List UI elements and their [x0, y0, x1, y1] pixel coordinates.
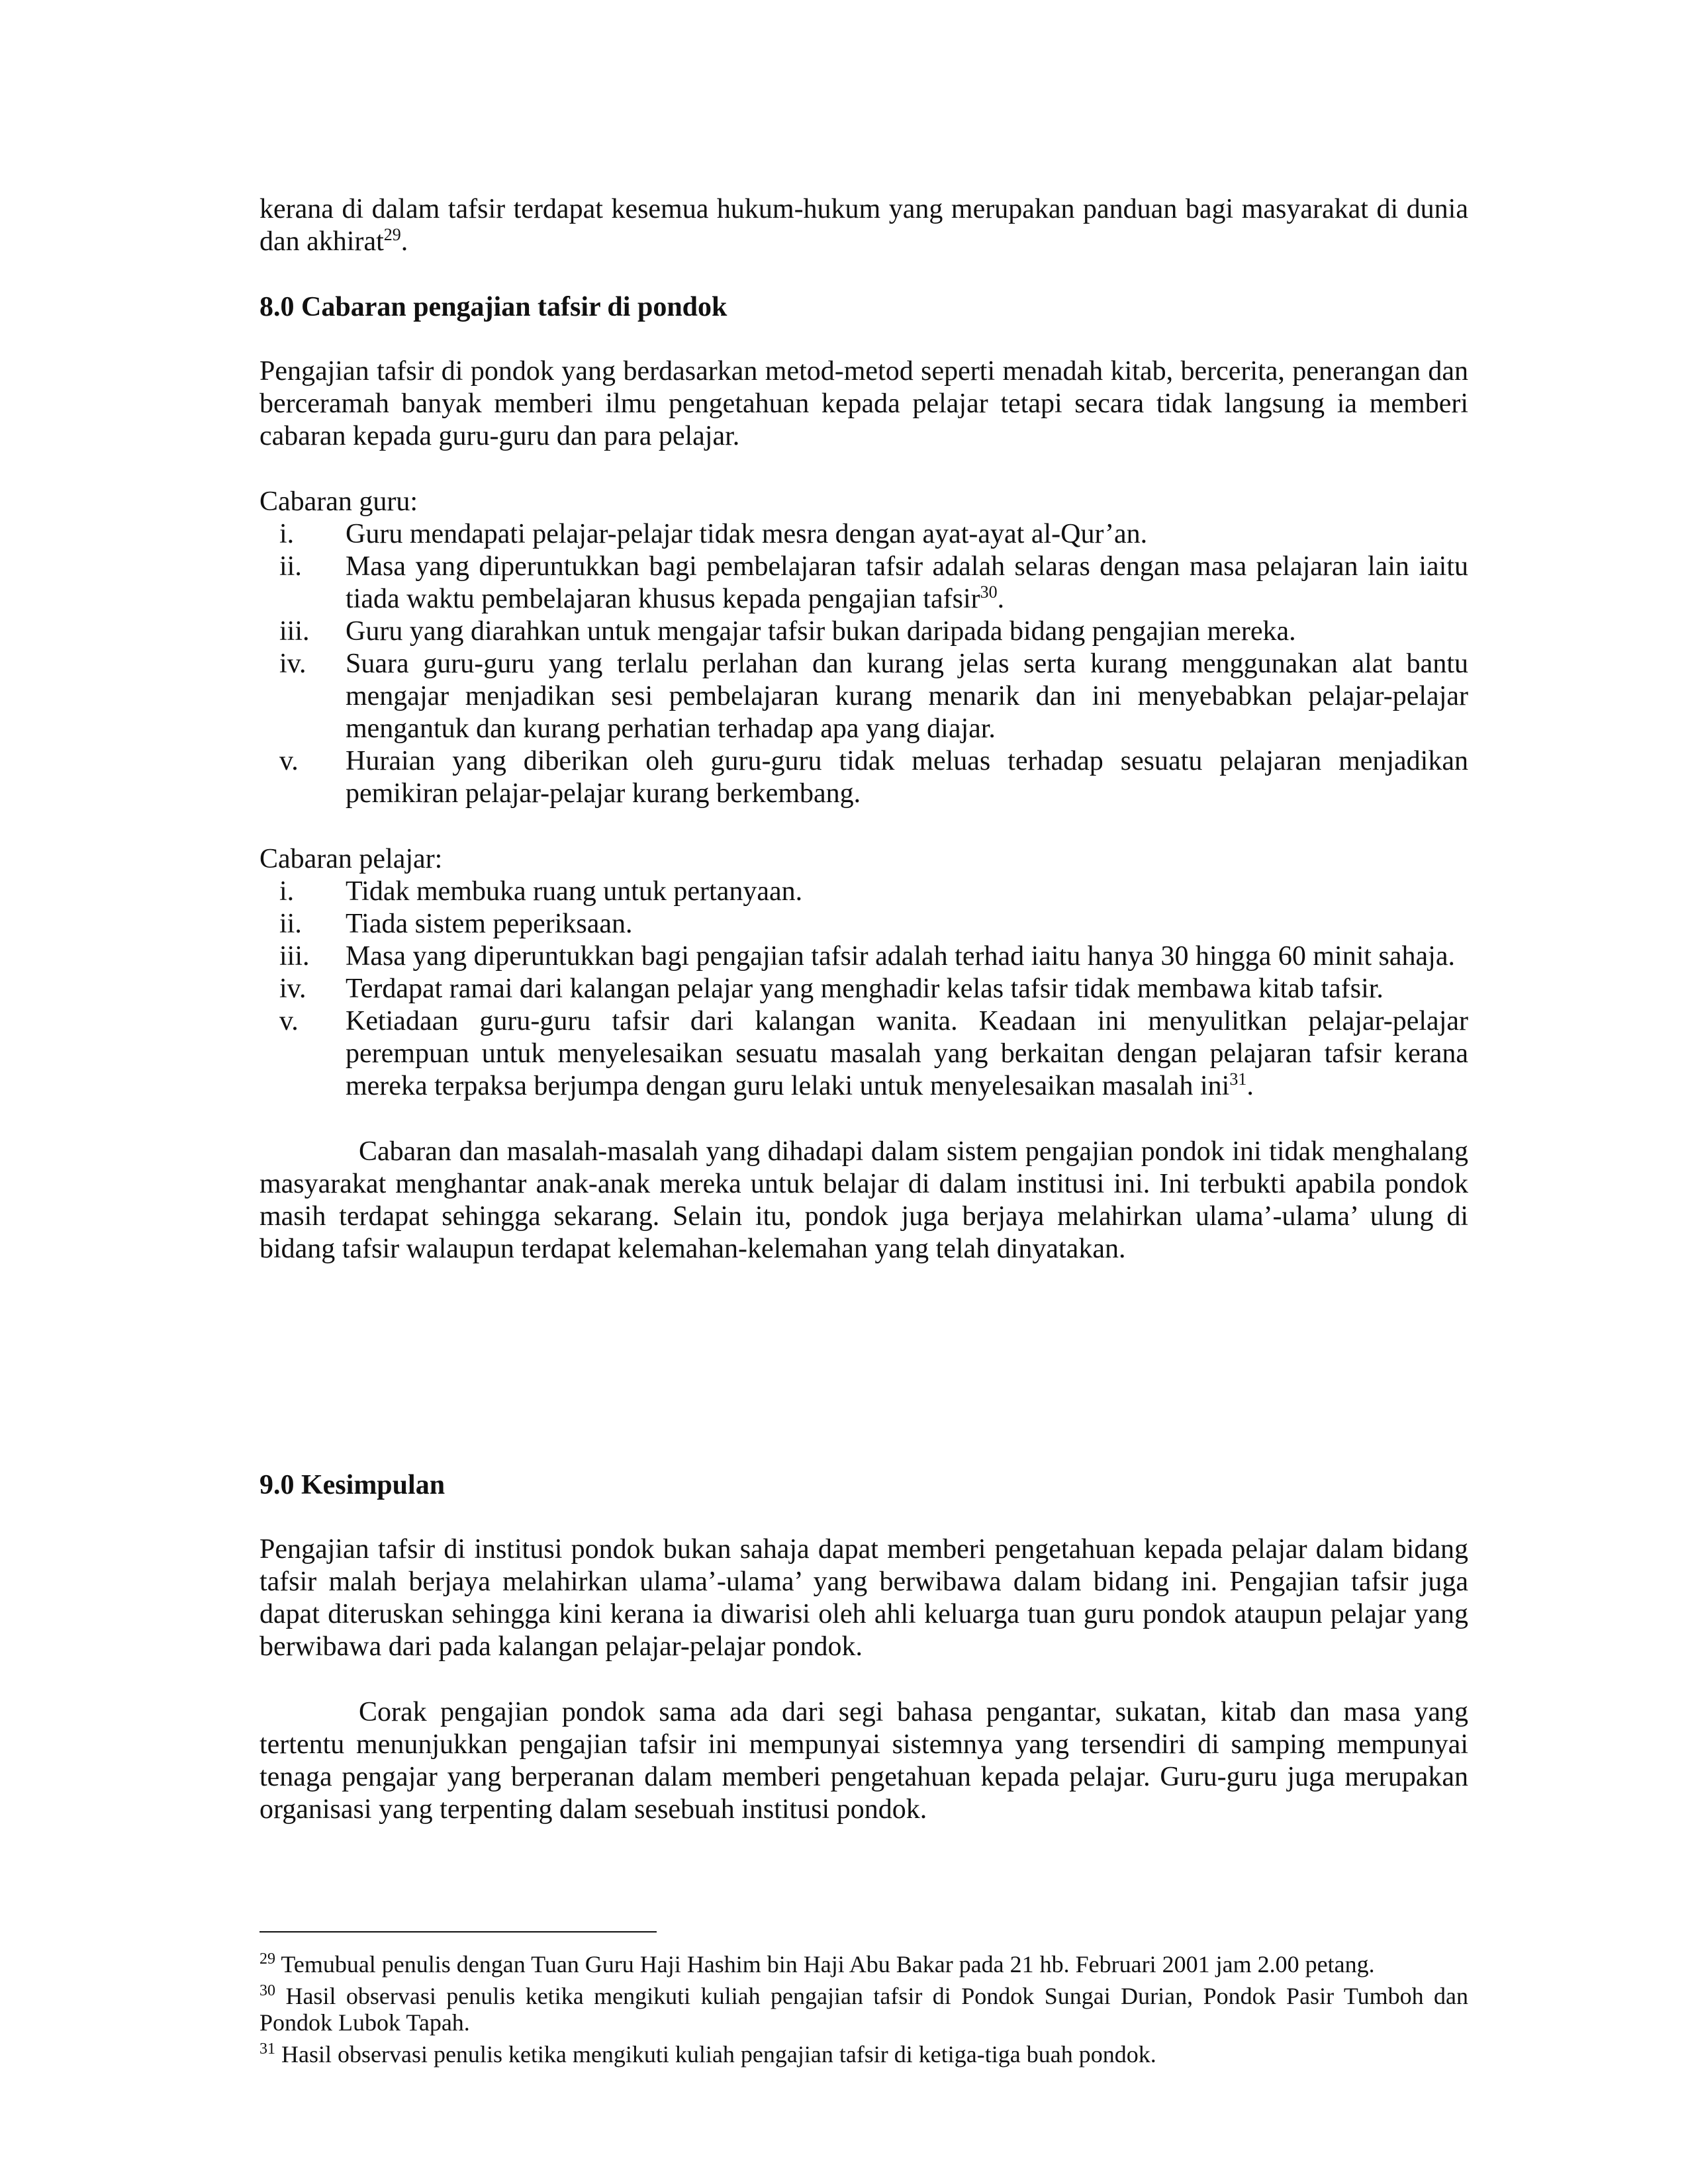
section-paragraph: Pengajian tafsir di pondok yang berdasarkan metod-metod seperti menadah kitab, bercerita, penerangan dan berceramah banyak memberi ilmu pengetahuan kepada pelajar tetapi secara tidak langsung ia memberi cabaran kepada guru-guru dan para pelajar. [259, 356, 1468, 451]
footnote [259, 2041, 1468, 2068]
footnote-number: 29 [259, 1950, 275, 1968]
footnote-text: Hasil observasi penulis ketika mengikuti kuliah pengajian tafsir di ketiga-tiga buah pondok. [281, 2041, 1156, 2068]
item-text [346, 973, 1468, 1005]
item-number: v. [279, 746, 299, 776]
item-number: iv. [279, 649, 306, 679]
section-8 [259, 291, 1468, 1265]
list-item [259, 745, 1468, 810]
list-item [259, 876, 1468, 908]
footnote [259, 1983, 1468, 2036]
item-text: Ketiadaan guru-guru tafsir dari kalangan wanita. Keadaan ini menyulitkan pelajar-pelajar perempuan untuk menyelesaikan sesuatu masalah yang berkaitan dengan pelajaran tafsir kerana mereka terpaksa berjumpa dengan guru lelaki untuk menyelesaikan masalah ini$^{31}$. [346, 1006, 1468, 1101]
item-number: ii. [279, 909, 302, 939]
footnote-ref: 29 [383, 225, 401, 244]
list-item [259, 551, 1468, 615]
item-text-body: Tiada sistem peperiksaan. [346, 909, 633, 939]
closing-paragraph: Cabaran dan masalah-masalah yang dihadapi dalam sistem pengajian pondok ini tidak menghalang masyarakat menghantar anak-anak mereka untuk belajar di dalam institusi ini. Ini terbukti apabila pondok masih terdapat sehingga sekarang. Selain itu, pondok juga berjaya melahirkan ulama’-ulama’ ulung di bidang tafsir walaupun terdapat kelemahan-kelemahan yang telah dinyatakan. [259, 1136, 1468, 1264]
intro-paragraph [259, 193, 1468, 258]
intro-text: kerana di dalam tafsir terdapat kesemua hukum-hukum yang merupakan panduan bagi masyarakat di dunia dan akhirat [259, 194, 1468, 257]
item-number: iii. [279, 941, 310, 972]
item-text-body: Guru yang diarahkan untuk mengajar tafsir bukan daripada bidang pengajian mereka. [346, 616, 1296, 647]
section-9 [259, 1469, 1468, 1826]
footnote-number: 30 [259, 1982, 275, 1999]
list-item [259, 973, 1468, 1005]
item-number: ii. [279, 551, 302, 582]
item-text-body: Masa yang diperuntukkan bagi pembelajaran tafsir adalah selaras dengan masa pelajaran lain iaitu tiada waktu pembelajaran khusus kepada pengajian tafsir [346, 551, 1468, 614]
list-item [259, 1005, 1468, 1103]
footnote-ref: 31 [1229, 1069, 1247, 1089]
item-text [346, 908, 1468, 940]
item-text-body: Terdapat ramai dari kalangan pelajar yang menghadir kelas tafsir tidak membawa kitab tafsir. [346, 974, 1383, 1004]
item-number: iii. [279, 616, 310, 647]
intro-end: . [400, 226, 408, 257]
footnote-number: 31 [259, 2040, 275, 2058]
item-number: i. [279, 519, 295, 549]
footnote-text: Temubual penulis dengan Tuan Guru Haji Hashim bin Haji Abu Bakar pada 21 hb. Februari 2001 jam 2.00 petang. [281, 1951, 1375, 1978]
section-heading: 8.0 Cabaran pengajian tafsir di pondok [259, 292, 727, 322]
footnote [259, 1951, 1468, 1978]
conclusion-paragraph-1: Pengajian tafsir di institusi pondok bukan sahaja dapat memberi pengetahuan kepada pelajar dalam bidang tafsir malah berjaya melahirkan ulama’-ulama’ yang berwibawa dalam bidang ini. Pengajian tafsir juga dapat diteruskan sehingga kini kerana ia diwarisi oleh ahli keluarga tuan guru pondok ataupun pelajar yang berwibawa dari pada kalangan pelajar-pelajar pondok. [259, 1534, 1468, 1662]
item-number: i. [279, 876, 295, 907]
item-text [346, 745, 1468, 810]
item-text-body: Huraian yang diberikan oleh guru-guru tidak meluas terhadap sesuatu pelajaran menjadikan pemikiran pelajar-pelajar kurang berkembang. [346, 746, 1468, 809]
item-text [346, 518, 1468, 551]
list-item [259, 940, 1468, 973]
item-text-body: Suara guru-guru yang terlalu perlahan dan kurang jelas serta kurang menggunakan alat bantu mengajar menjadikan sesi pembelajaran kurang menarik dan ini menyebabkan pelajar-pelajar mengantuk dan kurang perhatian terhadap apa yang diajar. [346, 649, 1468, 744]
footnotes [259, 1951, 1468, 2073]
item-text [346, 648, 1468, 745]
footnote-text: Hasil observasi penulis ketika mengikuti kuliah pengajian tafsir di Pondok Sungai Durian, Pondok Pasir Tumboh dan Pondok Lubok Tapah. [259, 1983, 1469, 2036]
item-text [346, 940, 1468, 973]
student-challenges-list [259, 876, 1468, 1103]
item-text: Masa yang diperuntukkan bagi pembelajaran tafsir adalah selaras dengan masa pelajaran lain iaitu tiada waktu pembelajaran khusus kepada pengajian tafsir$^{30}$. [346, 551, 1468, 614]
list-item [259, 518, 1468, 551]
item-number: v. [279, 1006, 299, 1036]
item-text-body: Guru mendapati pelajar-pelajar tidak mesra dengan ayat-ayat al-Qur’an. [346, 519, 1148, 549]
footnote-divider [259, 1931, 657, 1933]
section-heading: 9.0 Kesimpulan [259, 1470, 445, 1500]
item-number: iv. [279, 974, 306, 1004]
item-text-body: Masa yang diperuntukkan bagi pengajian tafsir adalah terhad iaitu hanya 30 hingga 60 minit sahaja. [346, 941, 1455, 972]
list-item [259, 648, 1468, 745]
item-text-body: Tidak membuka ruang untuk pertanyaan. [346, 876, 803, 907]
item-text [346, 615, 1468, 648]
footnote-ref: 30 [980, 582, 998, 602]
item-text [346, 876, 1468, 908]
list-item [259, 908, 1468, 940]
list-item [259, 615, 1468, 648]
conclusion-paragraph-2: Corak pengajian pondok sama ada dari segi bahasa pengantar, sukatan, kitab dan masa yang tertentu menunjukkan pengajian tafsir ini mempunyai sistemnya yang tersendiri di samping mempunyai tenaga pengajar yang berperanan dalam memberi pengetahuan kepada pelajar. Guru-guru juga merupakan organisasi yang terpenting dalam sesebuah institusi pondok. [259, 1697, 1468, 1825]
item-text-body: Ketiadaan guru-guru tafsir dari kalangan wanita. Keadaan ini menyulitkan pelajar-pelajar perempuan untuk menyelesaikan sesuatu masalah yang berkaitan dengan pelajaran tafsir kerana mereka terpaksa berjumpa dengan guru lelaki untuk menyelesaikan masalah ini [346, 1006, 1468, 1101]
guru-challenges-list [259, 518, 1468, 810]
list-label: Cabaran pelajar: [259, 844, 443, 874]
list-label: Cabaran guru: [259, 486, 418, 517]
